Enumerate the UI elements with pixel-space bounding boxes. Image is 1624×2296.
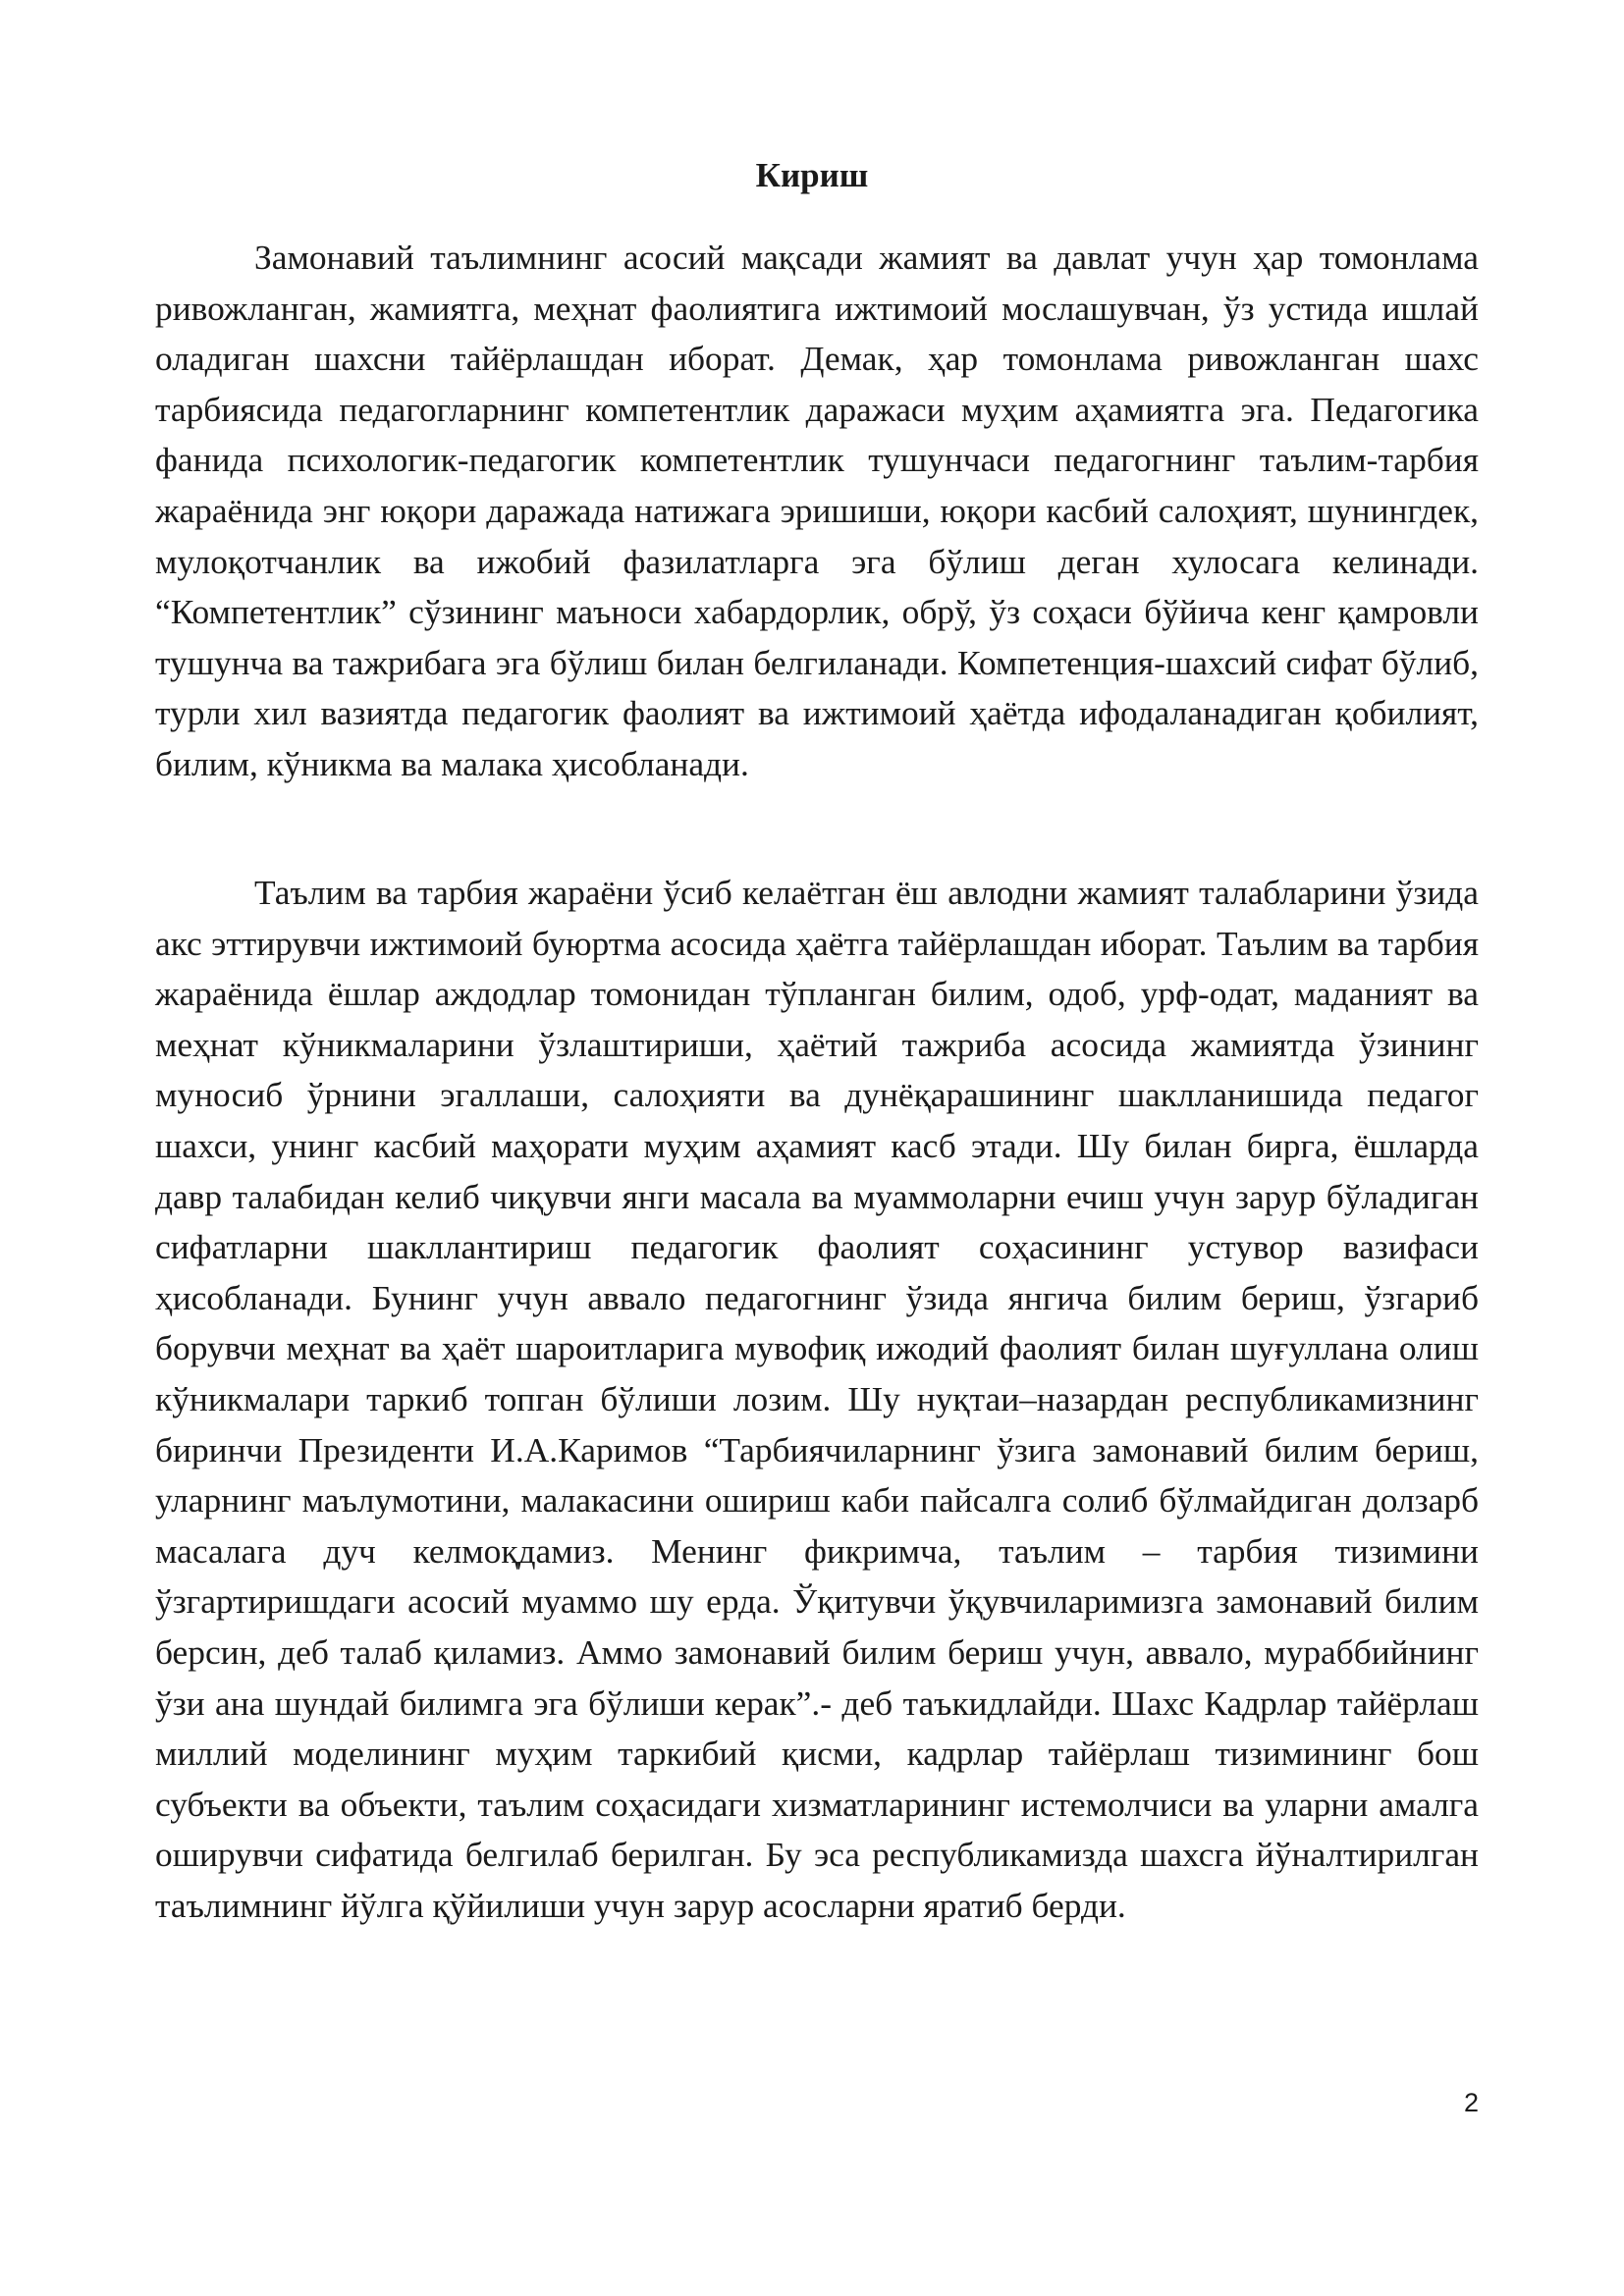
- paragraph-1: Замонавий таълимнинг асосий мақсади жамият ва давлат учун ҳар томонлама ривожланган, жамиятга, меҳнат фаолиятига ижтимоий мослашувчан, ўз устида ишлай оладиган шахсни тайёрлашдан иборат. Демак, ҳар томонлама ривожланган шахс тарбиясида педагогларнинг компетентлик даражаси муҳим аҳамиятга эга. Педагогика фанида психологик-педагогик компетентлик тушунчаси педагогнинг таълим-тарбия жараёнида энг юқори даражада натижага эришиши, юқори касбий салоҳият, шунингдек, мулоқотчанлик ва ижобий фазилатларга эга бўлиш деган хулосага келинади. “Компетентлик” сўзининг маъноси хабардорлик, обрў, ўз соҳаси бўйича кенг қамровли тушунча ва тажрибага эга бўлиш билан белгиланади. Компетенция-шахсий сифат бўлиб, турли хил вазиятда педагогик фаолият ва ижтимоий ҳаётда ифодаланадиган қобилият, билим, кўникма ва малака ҳисобланади.: [155, 238, 1479, 783]
- paragraph-2: Таълим ва тарбия жараёни ўсиб келаётган ёш авлодни жамият талабларини ўзида акс эттирувчи ижтимоий буюртма асосида ҳаётга тайёрлашдан иборат. Таълим ва тарбия жараёнида ёшлар аждодлар томонидан тўпланган билим, одоб, урф-одат, маданият ва меҳнат кўникмаларини ўзлаштириши, ҳаётий тажриба асосида жамиятда ўзининг муносиб ўрнини эгаллаши, салоҳияти ва дунёқарашининг шаклланишида педагог шахси, унинг касбий маҳорати муҳим аҳамият касб этади. Шу билан бирга, ёшларда давр талабидан келиб чиқувчи янги масала ва муаммоларни ечиш учун зарур бўладиган сифатларни шакллантириш педагогик фаолият соҳасининг устувор вазифаси ҳисобланади. Бунинг учун аввало педагогнинг ўзида янгича билим бериш, ўзгариб борувчи меҳнат ва ҳаёт шароитларига мувофиқ ижодий фаолият билан шуғуллана олиш кўникмалари таркиб топган бўлиши лозим. Шу нуқтаи–назардан республикамизнинг биринчи Президенти И.А.Каримов “Тарбиячиларнинг ўзига замонавий билим бериш, уларнинг маълумотини, малакасини ошириш каби пайсалга солиб бўлмайдиган долзарб масалага дуч келмоқдамиз. Менинг фикримча, таълим – тарбия тизимини ўзгартиришдаги асосий муаммо шу ерда. Ўқитувчи ўқувчиларимизга замонавий билим берсин, деб талаб қиламиз. Аммо замонавий билим бериш учун, аввало, мураббийнинг ўзи ана шундай билимга эга бўлиши керак”.- деб таъкидлайди. Шахс Кадрлар тайёрлаш миллий моделининг муҳим таркибий қисми, кадрлар тайёрлаш тизимининг бош субъекти ва объекти, таълим соҳасидаги хизматларининг истемолчиси ва уларни амалга оширувчи сифатида белгилаб берилган. Бу эса республикамизда шахсга йўналтирилган таълимнинг йўлга қўйилиши учун зарур асосларни яратиб берди.: [155, 873, 1479, 1925]
- page-title: Кириш: [755, 156, 869, 194]
- page-number: 2: [1463, 2088, 1479, 2117]
